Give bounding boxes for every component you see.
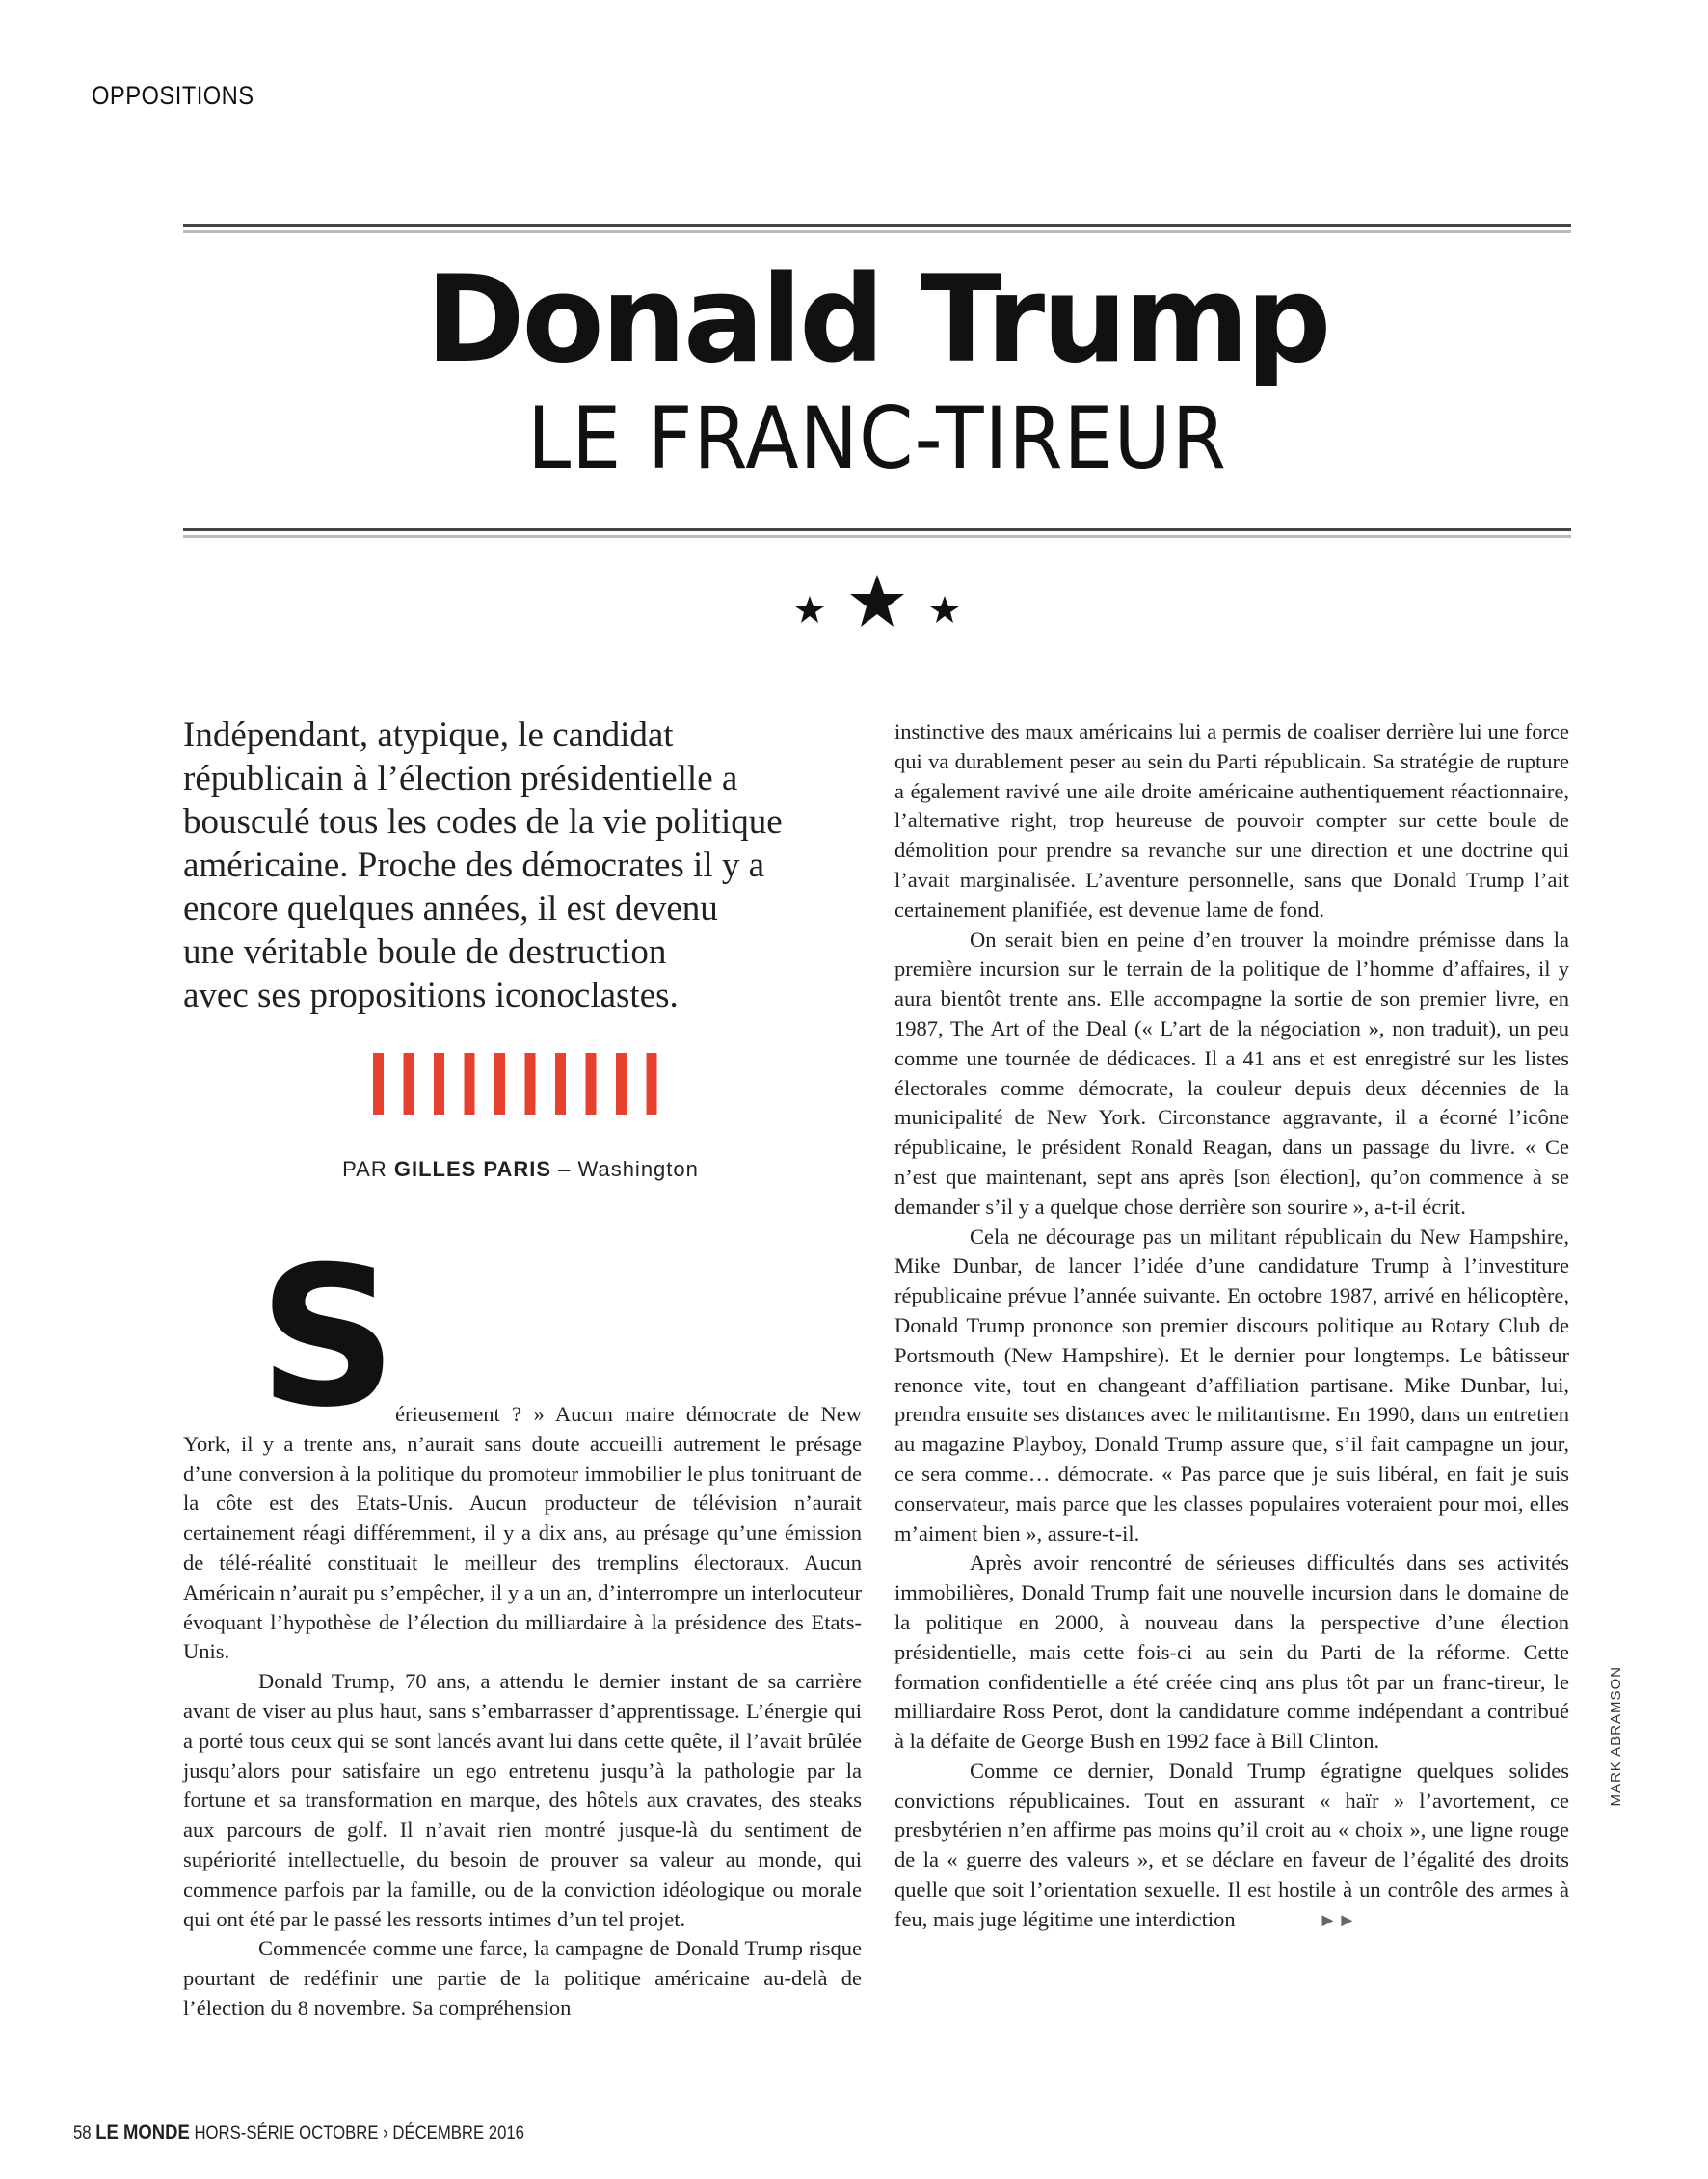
- byline-location: Washington: [577, 1157, 699, 1181]
- paragraph: On serait bien en peine d’en trouver la moindre prémisse dans la première incursion sur le terrain de la politique de l’homme d’affaires, il y aura bientôt trente ans. Elle accompagne la sortie de son premier livre, en 1987, The Art of the Deal (« L’art de la négociation », non traduit), un peu comme une tournée de dédicaces. Il a 41 ans et est enregistré sur les listes électorales comme démocrate, la couleur depuis deux décennies de la municipalité de New York. Circonstance aggravante, il a écorné l’icône républicaine, le président Ronald Reagan, dans un passage du livre. « Ce n’est que maintenant, sept ans après [son élection], qu’on commence à se demander s’il y a quelque chose derrière son sourire », a-t-il écrit.: [894, 927, 1569, 1219]
- drop-cap: S: [258, 1225, 398, 1450]
- paragraph: Donald Trump, 70 ans, a attendu le dernier instant de sa carrière avant de viser au plus haut, sans s’embarrasser d’apprentissage. L’énergie qui a porté tous ceux qui se sont lancés avant lui dans cette quête, il l’avait brûlée jusqu’alors pour satisfaire un ego entretenu jusqu’à la pathologie par la fortune et sa transformation en marque, des hôtels aux cravates, des steaks aux parcours de golf. Il n’avait rien montré jusque-là du sentiment de supériorité intellectuelle, du besoin de prouver sa valeur au monde, qui commence parfois par la famille, ou de la conviction idéologique ou morale qui ont été par le passé les ressorts intimes d’un tel projet.: [183, 1669, 862, 1931]
- stripe-bar: [465, 1053, 475, 1115]
- article-column-right: [894, 717, 1569, 1936]
- paragraph: Après avoir rencontré de sérieuses difficultés dans ses activités immobilières, Donald Trump fait une nouvelle incursion dans le domaine de la politique en 2000, à nouveau dans la perspective d’une élection présidentielle, mais cette fois-ci au sein du Parti de la réforme. Cette formation confidentielle a été créée cinq ans plus tôt par un franc-tireur, le milliardaire Ross Perot, dont la candidature comme indépendant a contribué à la défaite de George Bush en 1992 face à Bill Clinton.: [894, 1550, 1569, 1754]
- continue-arrow-icon: ►►: [1318, 1909, 1357, 1931]
- star-small-right-icon: [930, 596, 959, 623]
- photo-credit: MARK ABRAMSON: [1608, 1666, 1624, 1807]
- paragraph-text: Comme ce dernier, Donald Trump égratigne quelques solides convictions républicaines. Tout en assurant « haïr » l’avortement, ce presbytérien n’en affirme pas moins qu’il croit au « choix », une ligne rouge de la « guerre des valeurs », et se déclare en faveur de l’égalité des droits quelle que soit l’orientation sexuelle. Il est hostile à un contrôle des armes à feu, mais juge légitime une interdiction: [894, 1758, 1569, 1931]
- stripe-bar: [525, 1053, 536, 1115]
- stripe-bar: [555, 1053, 566, 1115]
- page-number: 58: [73, 2123, 92, 2143]
- article-column-left: [183, 1400, 862, 2024]
- paragraph: Cela ne décourage pas un militant républicain du New Hampshire, Mike Dunbar, de lancer l’idée d’une candidature Trump à l’investiture républicaine prévue l’année suivante. En octobre 1987, arrivé en hélicoptère, Donald Trump prononce son premier discours politique au Rotary Club de Portsmouth (New Hampshire). Et le dernier pour longtemps. Le bâtisseur renonce vite, tout en changeant d’affiliation partisane. Mike Dunbar, lui, prendra ensuite ses distances avec le militantisme. En 1990, dans un entretien au magazine Playboy, Donald Trump assure que, s’il fait campagne un jour, ce sera comme… démocrate. « Pas parce que je suis libéral, en fait je suis conservateur, mais parce que les classes populaires voteraient pour moi, elles m’aiment bien », assure-t-il.: [894, 1224, 1569, 1546]
- intro-line: avec ses propositions iconoclastes.: [183, 976, 679, 1015]
- stripe-bar: [586, 1053, 597, 1115]
- page-footer: [73, 2121, 524, 2144]
- intro-line: encore quelques années, il est devenu: [183, 889, 718, 928]
- article-title: Donald Trump: [425, 251, 1329, 390]
- article-subtitle: LE FRANC-TIREUR: [527, 389, 1227, 488]
- byline-prefix: PAR: [342, 1157, 387, 1181]
- stripe-bar: [373, 1053, 384, 1115]
- star-large-icon: [850, 575, 904, 627]
- intro-line: une véritable boule de destruction: [183, 932, 667, 972]
- stripe-bar: [616, 1053, 627, 1115]
- intro-line: bousculé tous les codes de la vie politique: [183, 802, 783, 842]
- publication-name: LE MONDE: [95, 2121, 190, 2143]
- byline-dash: –: [558, 1157, 572, 1181]
- star-small-left-icon: [795, 596, 824, 623]
- intro-line: républicain à l’élection présidentielle a: [183, 759, 738, 798]
- stripe-bar: [434, 1053, 444, 1115]
- title-rule-bottom: [183, 528, 1571, 536]
- issue-label: HORS-SÉRIE OCTOBRE › DÉCEMBRE 2016: [194, 2123, 524, 2143]
- stripe-bar: [494, 1053, 505, 1115]
- paragraph: érieusement ? » Aucun maire démocrate de New York, il y a trente ans, n’aurait sans doute accueilli autrement le présage d’une conversion à la politique du promoteur immobilier le plus tonitruant de la côte est des Etats-Unis. Aucun producteur de télévision n’aurait certainement réagi différemment, il y a dix ans, au présage qu’une émission de télé-réalité constituait le meilleur des tremplins électoraux. Aucun Américain n’aurait pu s’empêcher, il y a un an, d’interrompre un interlocuteur évoquant l’hypothèse de l’élection du milliardaire à la présidence des Etats-Unis.: [183, 1402, 862, 1664]
- intro-line: Indépendant, atypique, le candidat: [183, 715, 674, 755]
- paragraph: instinctive des maux américains lui a permis de coaliser derrière lui une force qui va durablement peser au sein du Parti républicain. Sa stratégie de rupture a également ravivé une aile droite américaine authentiquement réactionnaire, l’alternative right, trop heureuse de pouvoir compter sur cette boule de démolition pour prendre sa revanche sur une direction et une doctrine qui l’avait marginalisée. L’aventure personnelle, sans que Donald Trump l’ait certainement planifiée, est devenue lame de fond.: [894, 719, 1569, 922]
- intro-standfirst: [183, 713, 858, 1017]
- stars-ornament: [781, 571, 974, 638]
- intro-line: américaine. Proche des démocrates il y a: [183, 846, 765, 885]
- paragraph: [894, 1757, 1569, 1936]
- title-rule-top: [183, 224, 1571, 231]
- byline-author: GILLES PARIS: [393, 1157, 552, 1181]
- section-label: OPPOSITIONS: [92, 81, 254, 110]
- stripe-bar: [647, 1053, 657, 1115]
- red-stripes-ornament: [369, 1053, 678, 1115]
- byline: [183, 1157, 858, 1182]
- paragraph: Commencée comme une farce, la campagne de Donald Trump risque pourtant de redéfinir une partie de la politique américaine au-delà de l’élection du 8 novembre. Sa compréhension: [183, 1936, 862, 2020]
- stripe-bar: [404, 1053, 414, 1115]
